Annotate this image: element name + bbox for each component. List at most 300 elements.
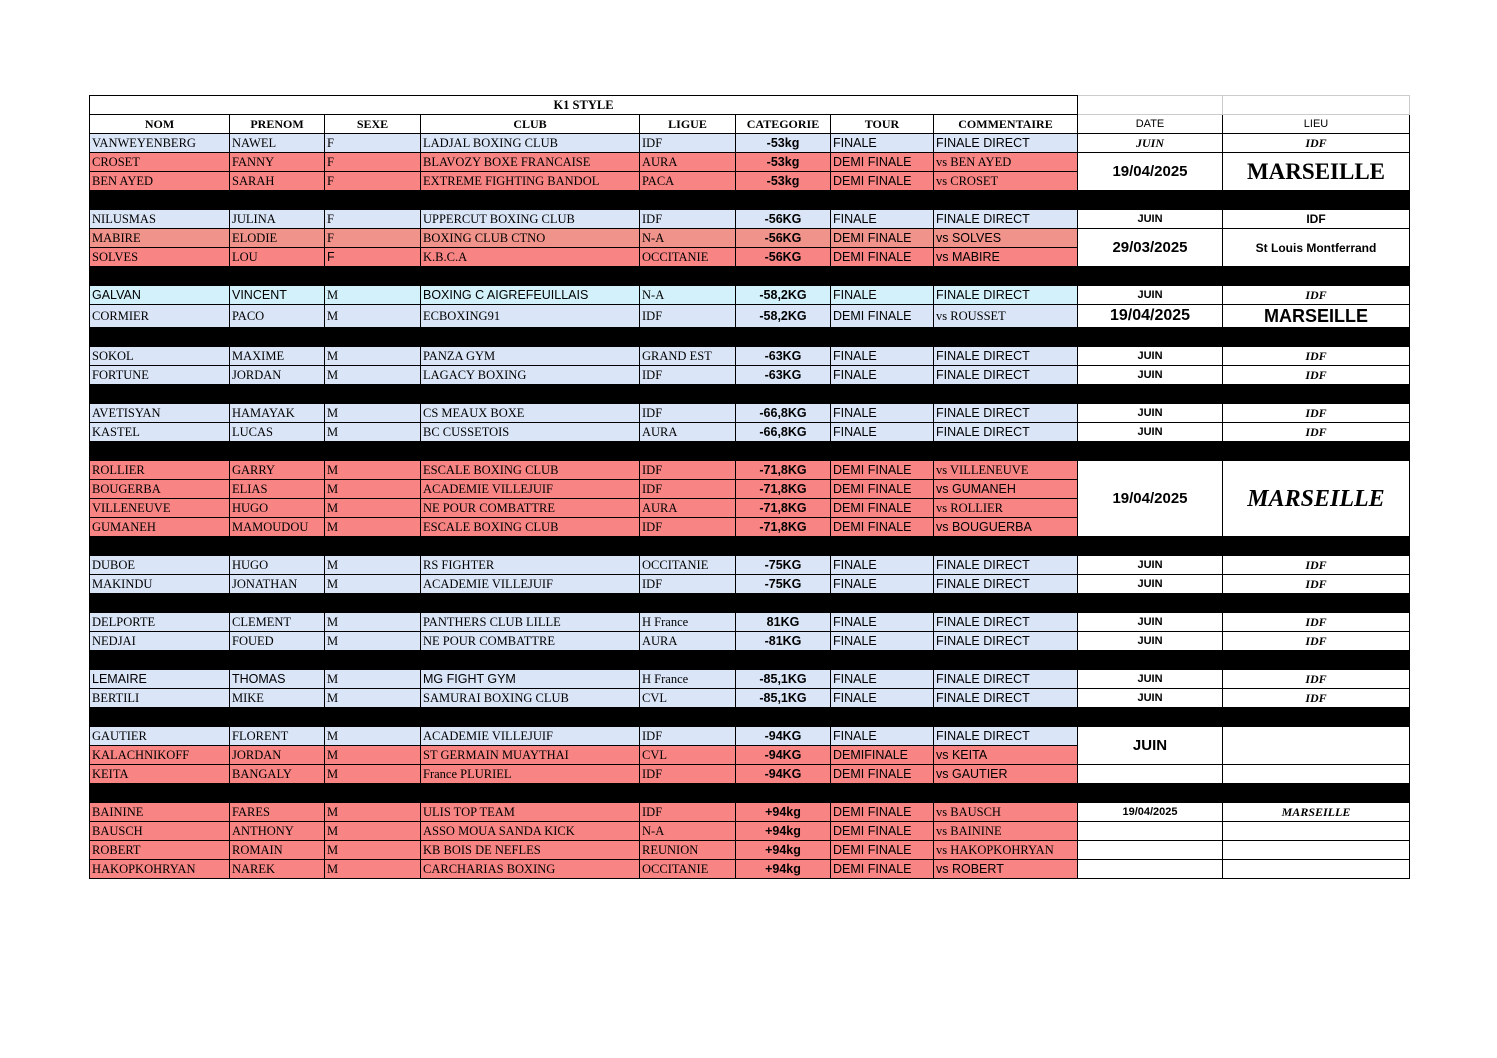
cell-lieu xyxy=(1223,765,1410,784)
cell-lieu xyxy=(1223,860,1410,879)
cell-commentaire: vs HAKOPKOHRYAN xyxy=(934,841,1078,860)
cell-club: MG FIGHT GYM xyxy=(421,670,640,689)
cell-club: France PLURIEL xyxy=(421,765,640,784)
cell-nom: AVETISYAN xyxy=(90,404,230,423)
title-date-blank xyxy=(1078,96,1223,115)
cell-ligue: GRAND EST xyxy=(640,347,736,366)
cell-commentaire: vs GAUTIER xyxy=(934,765,1078,784)
cell-categorie: -71,8KG xyxy=(736,461,831,480)
cell-date: 19/04/2025 xyxy=(1078,153,1223,191)
fighter-row xyxy=(90,803,1410,822)
header-tour: TOUR xyxy=(831,115,934,134)
cell-lieu: IDF xyxy=(1223,404,1410,423)
cell-club: PANTHERS CLUB LILLE xyxy=(421,613,640,632)
k1-style-results-table xyxy=(89,95,1410,879)
cell-club: EXTREME FIGHTING BANDOL xyxy=(421,172,640,191)
fighter-row xyxy=(90,210,1410,229)
cell-ligue: REUNION xyxy=(640,841,736,860)
cell-nom: BAININE xyxy=(90,803,230,822)
cell-prenom: ROMAIN xyxy=(230,841,325,860)
cell-ligue: N-A xyxy=(640,822,736,841)
cell-tour: FINALE xyxy=(831,689,934,708)
separator-row xyxy=(90,442,1410,461)
cell-lieu: IDF xyxy=(1223,613,1410,632)
cell-ligue: N-A xyxy=(640,229,736,248)
cell-nom: CROSET xyxy=(90,153,230,172)
cell-sexe: M xyxy=(325,860,421,879)
cell-club: ACADEMIE VILLEJUIF xyxy=(421,727,640,746)
cell-nom: FORTUNE xyxy=(90,366,230,385)
fighter-row xyxy=(90,347,1410,366)
cell-commentaire: FINALE DIRECT xyxy=(934,286,1078,305)
cell-date: JUIN xyxy=(1078,727,1223,765)
cell-categorie: -53kg xyxy=(736,172,831,191)
cell-club: LADJAL BOXING CLUB xyxy=(421,134,640,153)
cell-sexe: M xyxy=(325,575,421,594)
cell-date: JUIN xyxy=(1078,613,1223,632)
cell-sexe: M xyxy=(325,347,421,366)
cell-nom: DELPORTE xyxy=(90,613,230,632)
cell-nom: GUMANEH xyxy=(90,518,230,537)
cell-nom: BERTILI xyxy=(90,689,230,708)
separator-bar xyxy=(90,537,1410,556)
cell-tour: DEMI FINALE xyxy=(831,229,934,248)
fighter-row xyxy=(90,305,1410,328)
cell-nom: KASTEL xyxy=(90,423,230,442)
cell-club: CS MEAUX BOXE xyxy=(421,404,640,423)
cell-date xyxy=(1078,841,1223,860)
cell-nom: ROBERT xyxy=(90,841,230,860)
cell-club: BLAVOZY BOXE FRANCAISE xyxy=(421,153,640,172)
cell-categorie: -94KG xyxy=(736,727,831,746)
cell-categorie: 81KG xyxy=(736,613,831,632)
cell-categorie: -56KG xyxy=(736,210,831,229)
cell-commentaire: vs BOUGUERBA xyxy=(934,518,1078,537)
cell-prenom: ANTHONY xyxy=(230,822,325,841)
cell-date: JUIN xyxy=(1078,423,1223,442)
cell-tour: DEMI FINALE xyxy=(831,822,934,841)
separator-bar xyxy=(90,708,1410,727)
cell-sexe: F xyxy=(325,172,421,191)
cell-prenom: CLEMENT xyxy=(230,613,325,632)
cell-prenom: MIKE xyxy=(230,689,325,708)
cell-lieu: St Louis Montferrand xyxy=(1223,229,1410,267)
fighter-row xyxy=(90,841,1410,860)
cell-categorie: -56KG xyxy=(736,248,831,267)
cell-ligue: IDF xyxy=(640,305,736,328)
fighter-row xyxy=(90,822,1410,841)
cell-date: JUIN xyxy=(1078,286,1223,305)
cell-commentaire: vs MABIRE xyxy=(934,248,1078,267)
separator-bar xyxy=(90,267,1410,286)
separator-bar xyxy=(90,784,1410,803)
separator-bar xyxy=(90,594,1410,613)
cell-prenom: PACO xyxy=(230,305,325,328)
cell-tour: FINALE xyxy=(831,366,934,385)
cell-categorie: -94KG xyxy=(736,765,831,784)
cell-nom: NILUSMAS xyxy=(90,210,230,229)
cell-ligue: PACA xyxy=(640,172,736,191)
cell-sexe: M xyxy=(325,841,421,860)
cell-sexe: M xyxy=(325,518,421,537)
cell-lieu: MARSEILLE xyxy=(1223,461,1410,537)
title-lieu-blank xyxy=(1223,96,1410,115)
cell-nom: GALVAN xyxy=(90,286,230,305)
cell-commentaire: vs VILLENEUVE xyxy=(934,461,1078,480)
cell-club: NE POUR COMBATTRE xyxy=(421,499,640,518)
cell-lieu: IDF xyxy=(1223,632,1410,651)
cell-ligue: AURA xyxy=(640,153,736,172)
fighter-row xyxy=(90,689,1410,708)
cell-categorie: +94kg xyxy=(736,860,831,879)
cell-prenom: ELIAS xyxy=(230,480,325,499)
cell-prenom: HUGO xyxy=(230,556,325,575)
cell-club: ASSO MOUA SANDA KICK xyxy=(421,822,640,841)
separator-row xyxy=(90,191,1410,210)
fighter-row xyxy=(90,670,1410,689)
cell-prenom: JULINA xyxy=(230,210,325,229)
cell-lieu xyxy=(1223,841,1410,860)
separator-row xyxy=(90,651,1410,670)
cell-prenom: BANGALY xyxy=(230,765,325,784)
cell-categorie: -71,8KG xyxy=(736,499,831,518)
header-commentaire: COMMENTAIRE xyxy=(934,115,1078,134)
cell-categorie: -75KG xyxy=(736,556,831,575)
cell-lieu: IDF xyxy=(1223,286,1410,305)
cell-sexe: M xyxy=(325,404,421,423)
cell-club: K.B.C.A xyxy=(421,248,640,267)
fighter-row xyxy=(90,404,1410,423)
fighter-row xyxy=(90,613,1410,632)
cell-nom: KALACHNIKOFF xyxy=(90,746,230,765)
cell-lieu: MARSEILLE xyxy=(1223,305,1410,328)
cell-sexe: M xyxy=(325,366,421,385)
cell-club: LAGACY BOXING xyxy=(421,366,640,385)
cell-club: RS FIGHTER xyxy=(421,556,640,575)
cell-categorie: -66,8KG xyxy=(736,423,831,442)
cell-categorie: -75KG xyxy=(736,575,831,594)
cell-ligue: OCCITANIE xyxy=(640,556,736,575)
cell-ligue: N-A xyxy=(640,286,736,305)
cell-commentaire: FINALE DIRECT xyxy=(934,575,1078,594)
cell-club: BOXING C AIGREFEUILLAIS xyxy=(421,286,640,305)
cell-prenom: LOU xyxy=(230,248,325,267)
fighter-row xyxy=(90,134,1410,153)
cell-prenom: THOMAS xyxy=(230,670,325,689)
cell-ligue: IDF xyxy=(640,518,736,537)
cell-ligue: IDF xyxy=(640,480,736,499)
cell-lieu: MARSEILLE xyxy=(1223,803,1410,822)
cell-nom: KEITA xyxy=(90,765,230,784)
cell-date: JUIN xyxy=(1078,689,1223,708)
cell-categorie: -56KG xyxy=(736,229,831,248)
cell-sexe: M xyxy=(325,305,421,328)
cell-commentaire: FINALE DIRECT xyxy=(934,404,1078,423)
separator-row xyxy=(90,328,1410,347)
cell-club: ACADEMIE VILLEJUIF xyxy=(421,480,640,499)
fighter-row xyxy=(90,860,1410,879)
fighter-row xyxy=(90,366,1410,385)
cell-commentaire: FINALE DIRECT xyxy=(934,727,1078,746)
cell-commentaire: FINALE DIRECT xyxy=(934,556,1078,575)
header-sexe: SEXE xyxy=(325,115,421,134)
cell-tour: FINALE xyxy=(831,210,934,229)
cell-sexe: F xyxy=(325,153,421,172)
cell-categorie: +94kg xyxy=(736,803,831,822)
separator-row xyxy=(90,784,1410,803)
separator-row xyxy=(90,385,1410,404)
cell-commentaire: FINALE DIRECT xyxy=(934,613,1078,632)
separator-row xyxy=(90,537,1410,556)
cell-sexe: M xyxy=(325,499,421,518)
cell-prenom: FOUED xyxy=(230,632,325,651)
cell-date: JUIN xyxy=(1078,632,1223,651)
cell-club: SAMURAI BOXING CLUB xyxy=(421,689,640,708)
cell-nom: CORMIER xyxy=(90,305,230,328)
cell-prenom: FANNY xyxy=(230,153,325,172)
cell-commentaire: vs BAININE xyxy=(934,822,1078,841)
cell-ligue: IDF xyxy=(640,366,736,385)
cell-club: NE POUR COMBATTRE xyxy=(421,632,640,651)
cell-ligue: IDF xyxy=(640,404,736,423)
cell-categorie: -71,8KG xyxy=(736,480,831,499)
cell-tour: DEMI FINALE xyxy=(831,172,934,191)
cell-commentaire: vs ROLLIER xyxy=(934,499,1078,518)
header-club: CLUB xyxy=(421,115,640,134)
cell-sexe: M xyxy=(325,746,421,765)
cell-date: JUIN xyxy=(1078,210,1223,229)
cell-club: ECBOXING91 xyxy=(421,305,640,328)
cell-club: BOXING CLUB CTNO xyxy=(421,229,640,248)
cell-date: JUIN xyxy=(1078,670,1223,689)
cell-categorie: -66,8KG xyxy=(736,404,831,423)
cell-club: PANZA GYM xyxy=(421,347,640,366)
cell-prenom: ELODIE xyxy=(230,229,325,248)
cell-tour: DEMI FINALE xyxy=(831,461,934,480)
cell-lieu: MARSEILLE xyxy=(1223,153,1410,191)
cell-club: ESCALE BOXING CLUB xyxy=(421,461,640,480)
cell-categorie: +94kg xyxy=(736,822,831,841)
cell-prenom: MAMOUDOU xyxy=(230,518,325,537)
cell-tour: DEMI FINALE xyxy=(831,248,934,267)
header-lieu: LIEU xyxy=(1223,115,1410,134)
header-prenom: PRENOM xyxy=(230,115,325,134)
cell-commentaire: FINALE DIRECT xyxy=(934,689,1078,708)
cell-commentaire: vs ROUSSET xyxy=(934,305,1078,328)
cell-tour: DEMI FINALE xyxy=(831,153,934,172)
cell-categorie: -58,2KG xyxy=(736,286,831,305)
cell-ligue: IDF xyxy=(640,727,736,746)
cell-tour: FINALE xyxy=(831,556,934,575)
cell-ligue: AURA xyxy=(640,499,736,518)
fighter-row xyxy=(90,727,1410,746)
cell-ligue: AURA xyxy=(640,632,736,651)
cell-prenom: JORDAN xyxy=(230,746,325,765)
cell-sexe: M xyxy=(325,480,421,499)
cell-categorie: +94kg xyxy=(736,841,831,860)
cell-sexe: M xyxy=(325,727,421,746)
cell-commentaire: FINALE DIRECT xyxy=(934,632,1078,651)
cell-nom: LEMAIRE xyxy=(90,670,230,689)
cell-commentaire: vs SOLVES xyxy=(934,229,1078,248)
cell-ligue: AURA xyxy=(640,423,736,442)
cell-date xyxy=(1078,822,1223,841)
cell-sexe: F xyxy=(325,210,421,229)
cell-nom: MAKINDU xyxy=(90,575,230,594)
header-nom: NOM xyxy=(90,115,230,134)
cell-nom: BEN AYED xyxy=(90,172,230,191)
cell-lieu: IDF xyxy=(1223,423,1410,442)
separator-bar xyxy=(90,328,1410,347)
cell-lieu: IDF xyxy=(1223,210,1410,229)
cell-tour: FINALE xyxy=(831,404,934,423)
cell-commentaire: FINALE DIRECT xyxy=(934,423,1078,442)
cell-tour: DEMI FINALE xyxy=(831,765,934,784)
cell-club: BC CUSSETOIS xyxy=(421,423,640,442)
cell-categorie: -94KG xyxy=(736,746,831,765)
cell-sexe: M xyxy=(325,670,421,689)
cell-date: JUIN xyxy=(1078,556,1223,575)
cell-tour: FINALE xyxy=(831,613,934,632)
cell-nom: SOLVES xyxy=(90,248,230,267)
separator-bar xyxy=(90,651,1410,670)
separator-row xyxy=(90,594,1410,613)
cell-sexe: M xyxy=(325,822,421,841)
cell-nom: NEDJAI xyxy=(90,632,230,651)
cell-ligue: CVL xyxy=(640,746,736,765)
cell-date: JUIN xyxy=(1078,575,1223,594)
cell-sexe: M xyxy=(325,803,421,822)
cell-prenom: JONATHAN xyxy=(230,575,325,594)
cell-categorie: -85,1KG xyxy=(736,670,831,689)
cell-ligue: IDF xyxy=(640,134,736,153)
cell-date: 19/04/2025 xyxy=(1078,803,1223,822)
cell-tour: DEMI FINALE xyxy=(831,860,934,879)
cell-lieu: IDF xyxy=(1223,556,1410,575)
cell-sexe: M xyxy=(325,632,421,651)
cell-tour: DEMI FINALE xyxy=(831,480,934,499)
cell-tour: FINALE xyxy=(831,423,934,442)
cell-categorie: -63KG xyxy=(736,366,831,385)
cell-sexe: M xyxy=(325,689,421,708)
separator-row xyxy=(90,708,1410,727)
cell-commentaire: vs BEN AYED xyxy=(934,153,1078,172)
cell-nom: BAUSCH xyxy=(90,822,230,841)
cell-lieu: IDF xyxy=(1223,347,1410,366)
header-ligue: LIGUE xyxy=(640,115,736,134)
fighter-row xyxy=(90,575,1410,594)
cell-lieu xyxy=(1223,822,1410,841)
cell-tour: DEMI FINALE xyxy=(831,803,934,822)
title-row xyxy=(90,96,1410,115)
cell-tour: FINALE xyxy=(831,575,934,594)
cell-lieu: IDF xyxy=(1223,689,1410,708)
cell-club: KB BOIS DE NEFLES xyxy=(421,841,640,860)
cell-nom: VILLENEUVE xyxy=(90,499,230,518)
cell-club: ST GERMAIN MUAYTHAI xyxy=(421,746,640,765)
cell-commentaire: FINALE DIRECT xyxy=(934,134,1078,153)
cell-tour: DEMI FINALE xyxy=(831,305,934,328)
cell-commentaire: vs ROBERT xyxy=(934,860,1078,879)
cell-categorie: -81KG xyxy=(736,632,831,651)
cell-sexe: M xyxy=(325,286,421,305)
cell-tour: DEMIFINALE xyxy=(831,746,934,765)
cell-nom: MABIRE xyxy=(90,229,230,248)
cell-prenom: NAREK xyxy=(230,860,325,879)
cell-tour: FINALE xyxy=(831,727,934,746)
cell-nom: DUBOE xyxy=(90,556,230,575)
cell-prenom: VINCENT xyxy=(230,286,325,305)
cell-date xyxy=(1078,860,1223,879)
cell-categorie: -53kg xyxy=(736,134,831,153)
cell-date: 19/04/2025 xyxy=(1078,305,1223,328)
cell-prenom: HAMAYAK xyxy=(230,404,325,423)
cell-prenom: HUGO xyxy=(230,499,325,518)
cell-club: UPPERCUT BOXING CLUB xyxy=(421,210,640,229)
cell-commentaire: FINALE DIRECT xyxy=(934,670,1078,689)
cell-commentaire: FINALE DIRECT xyxy=(934,347,1078,366)
cell-sexe: M xyxy=(325,461,421,480)
cell-nom: HAKOPKOHRYAN xyxy=(90,860,230,879)
cell-prenom: LUCAS xyxy=(230,423,325,442)
fighter-row xyxy=(90,632,1410,651)
cell-sexe: M xyxy=(325,423,421,442)
cell-lieu: IDF xyxy=(1223,134,1410,153)
cell-categorie: -53kg xyxy=(736,153,831,172)
cell-ligue: IDF xyxy=(640,210,736,229)
header-date: DATE xyxy=(1078,115,1223,134)
cell-club: ESCALE BOXING CLUB xyxy=(421,518,640,537)
cell-tour: DEMI FINALE xyxy=(831,499,934,518)
cell-sexe: F xyxy=(325,229,421,248)
cell-ligue: IDF xyxy=(640,765,736,784)
fighter-row xyxy=(90,556,1410,575)
header-categorie: CATEGORIE xyxy=(736,115,831,134)
fighter-row xyxy=(90,461,1410,480)
cell-nom: SOKOL xyxy=(90,347,230,366)
separator-row xyxy=(90,267,1410,286)
cell-tour: FINALE xyxy=(831,347,934,366)
cell-ligue: IDF xyxy=(640,461,736,480)
cell-categorie: -63KG xyxy=(736,347,831,366)
separator-bar xyxy=(90,385,1410,404)
cell-sexe: F xyxy=(325,134,421,153)
cell-commentaire: vs BAUSCH xyxy=(934,803,1078,822)
cell-ligue: IDF xyxy=(640,803,736,822)
fighter-row xyxy=(90,153,1410,172)
cell-date: JUIN xyxy=(1078,404,1223,423)
fighter-row xyxy=(90,765,1410,784)
cell-date: 29/03/2025 xyxy=(1078,229,1223,267)
separator-bar xyxy=(90,442,1410,461)
cell-lieu xyxy=(1223,727,1410,765)
cell-prenom: JORDAN xyxy=(230,366,325,385)
cell-ligue: H France xyxy=(640,613,736,632)
cell-date: JUIN xyxy=(1078,347,1223,366)
cell-prenom: SARAH xyxy=(230,172,325,191)
cell-prenom: MAXIME xyxy=(230,347,325,366)
cell-club: CARCHARIAS BOXING xyxy=(421,860,640,879)
cell-ligue: H France xyxy=(640,670,736,689)
cell-sexe: F xyxy=(325,248,421,267)
cell-prenom: FARES xyxy=(230,803,325,822)
cell-commentaire: vs CROSET xyxy=(934,172,1078,191)
cell-ligue: IDF xyxy=(640,575,736,594)
cell-categorie: -71,8KG xyxy=(736,518,831,537)
fighter-row xyxy=(90,229,1410,248)
cell-date xyxy=(1078,765,1223,784)
cell-categorie: -58,2KG xyxy=(736,305,831,328)
